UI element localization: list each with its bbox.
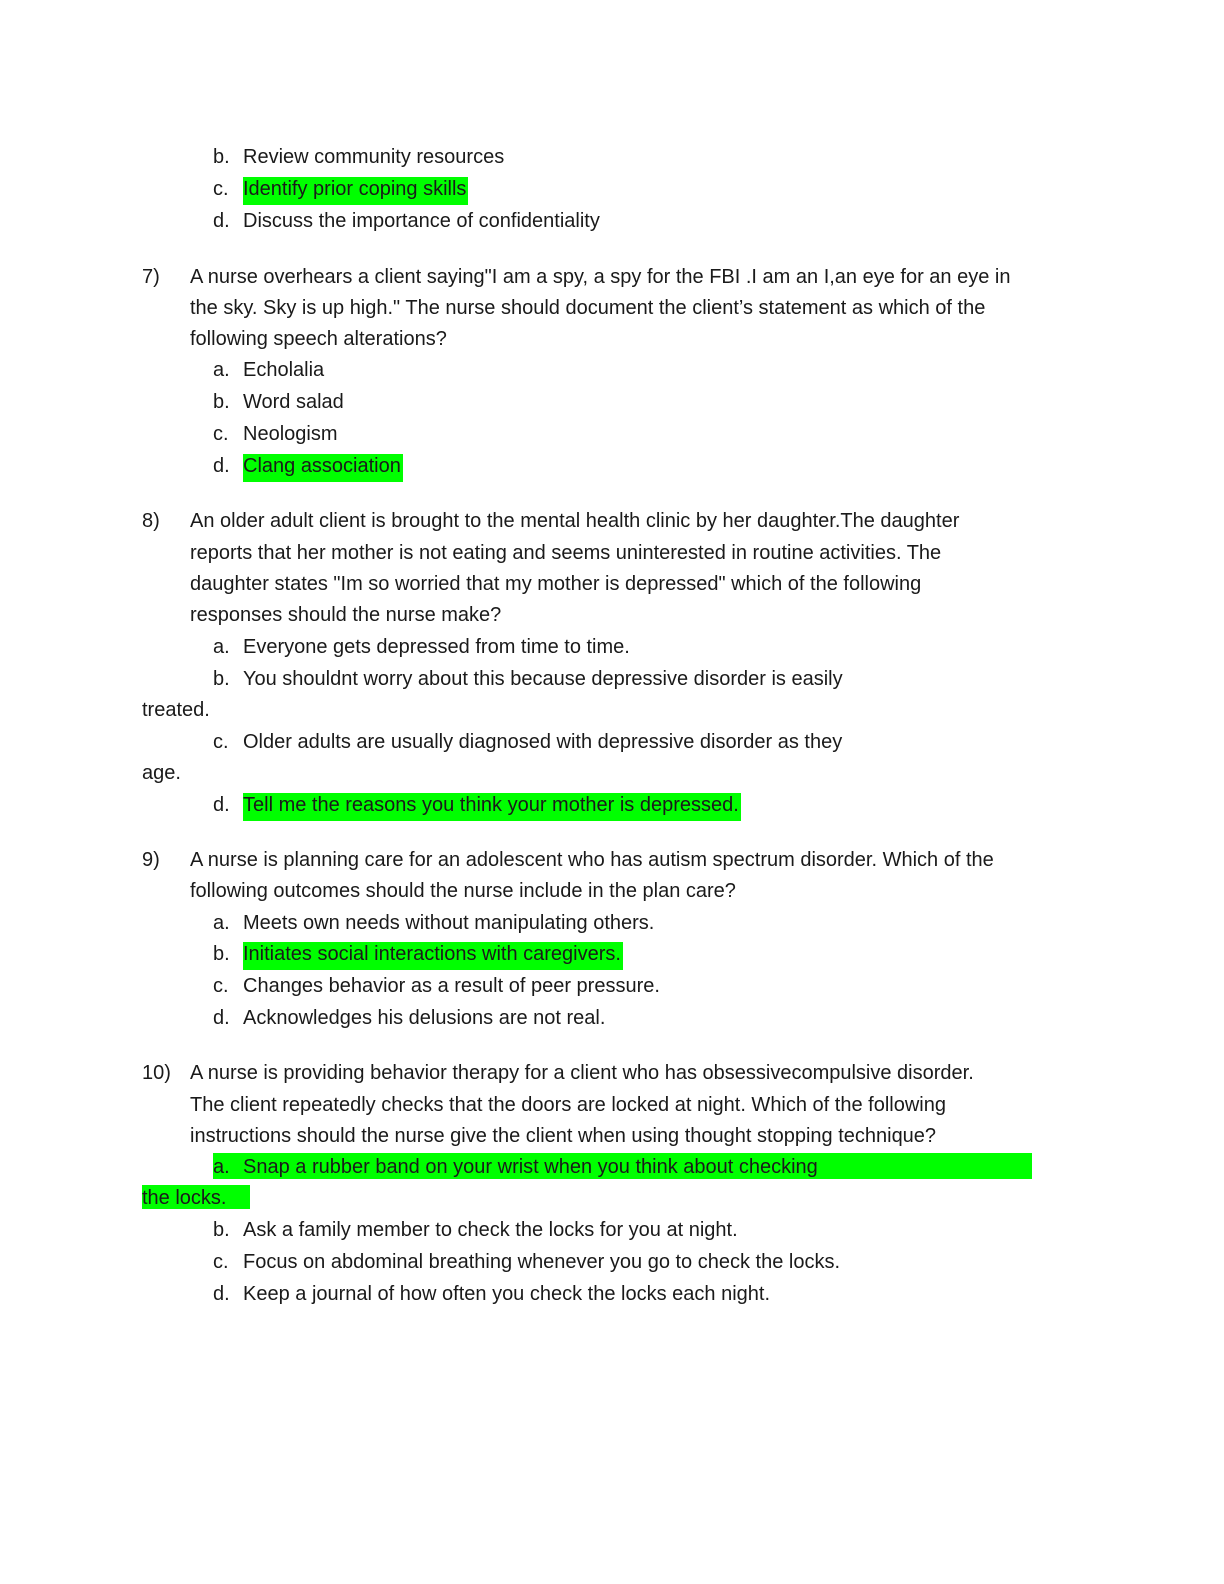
option-text: Older adults are usually diagnosed with depressive disorder as they	[243, 731, 843, 753]
question-text: responses should the nurse make?	[190, 604, 502, 626]
option-letter: c.	[213, 731, 229, 753]
option-text: Meets own needs without manipulating others.	[243, 912, 655, 934]
option-text: Changes behavior as a result of peer pressure.	[243, 975, 660, 997]
option-text: Word salad	[243, 391, 344, 413]
option-text: Snap a rubber band on your wrist when you think about checking	[243, 1156, 818, 1178]
option-letter: c.	[213, 1251, 229, 1273]
option-letter: b.	[213, 943, 230, 965]
option-letter: d.	[213, 1007, 230, 1029]
option-letter: b.	[213, 1219, 230, 1241]
option-letter: a.	[213, 1156, 230, 1178]
question-number: 9)	[142, 849, 160, 871]
option-letter: c.	[213, 178, 229, 200]
option-text: Everyone gets depressed from time to time.	[243, 636, 630, 658]
option-text: Focus on abdominal breathing whenever you go to check the locks.	[243, 1251, 841, 1273]
question-text: An older adult client is brought to the mental health clinic by her daughter.The daughter	[190, 510, 960, 532]
option-letter: c.	[213, 975, 229, 997]
question-text: A nurse is providing behavior therapy for a client who has obsessivecompulsive disorder.	[190, 1062, 974, 1084]
option-letter: a.	[213, 912, 230, 934]
option-text-continuation: the locks.	[142, 1187, 227, 1209]
option-letter: b.	[213, 146, 230, 168]
option-letter: c.	[213, 423, 229, 445]
option-text: Ask a family member to check the locks for you at night.	[243, 1219, 738, 1241]
option-text-continuation: age.	[142, 762, 181, 784]
question-number: 10)	[142, 1062, 171, 1084]
option-letter: b.	[213, 391, 230, 413]
option-text: Acknowledges his delusions are not real.	[243, 1007, 606, 1029]
correct-answer-highlight: Clang association	[243, 454, 403, 482]
question-text: the sky. Sky is up high." The nurse should document the client’s statement as which of the	[190, 297, 986, 319]
question-text: instructions should the nurse give the client when using thought stopping technique?	[190, 1125, 937, 1147]
question-text: A nurse is planning care for an adolescent who has autism spectrum disorder. Which of the	[190, 849, 994, 871]
option-letter: d.	[213, 1283, 230, 1305]
correct-answer-highlight: Identify prior coping skills	[243, 177, 468, 205]
option-text: You shouldnt worry about this because depressive disorder is easily	[243, 668, 843, 690]
option-text-continuation: treated.	[142, 699, 210, 721]
question-number: 8)	[142, 510, 160, 532]
option-letter: a.	[213, 359, 230, 381]
question-text: A nurse overhears a client saying"I am a spy, a spy for the FBI .I am an I,an eye for an eye in	[190, 266, 1011, 288]
option-text: Neologism	[243, 423, 338, 445]
question-number: 7)	[142, 266, 160, 288]
option-letter: d.	[213, 794, 230, 816]
option-text: Keep a journal of how often you check the locks each night.	[243, 1283, 771, 1305]
option-letter: d.	[213, 210, 230, 232]
question-text: following outcomes should the nurse include in the plan care?	[190, 880, 736, 902]
question-text: reports that her mother is not eating and seems uninterested in routine activities. The	[190, 542, 942, 564]
option-text: Echolalia	[243, 359, 325, 381]
question-text: The client repeatedly checks that the doors are locked at night. Which of the following	[190, 1094, 946, 1116]
option-text: Review community resources	[243, 146, 505, 168]
question-text: daughter states "Im so worried that my mother is depressed" which of the following	[190, 573, 922, 595]
option-letter: d.	[213, 455, 230, 477]
question-text: following speech alterations?	[190, 328, 447, 350]
option-letter: a.	[213, 636, 230, 658]
correct-answer-highlight: Initiates social interactions with caregivers.	[243, 942, 623, 970]
correct-answer-highlight: Tell me the reasons you think your mother is depressed.	[243, 793, 741, 821]
option-text: Discuss the importance of confidentiality	[243, 210, 600, 232]
option-letter: b.	[213, 668, 230, 690]
